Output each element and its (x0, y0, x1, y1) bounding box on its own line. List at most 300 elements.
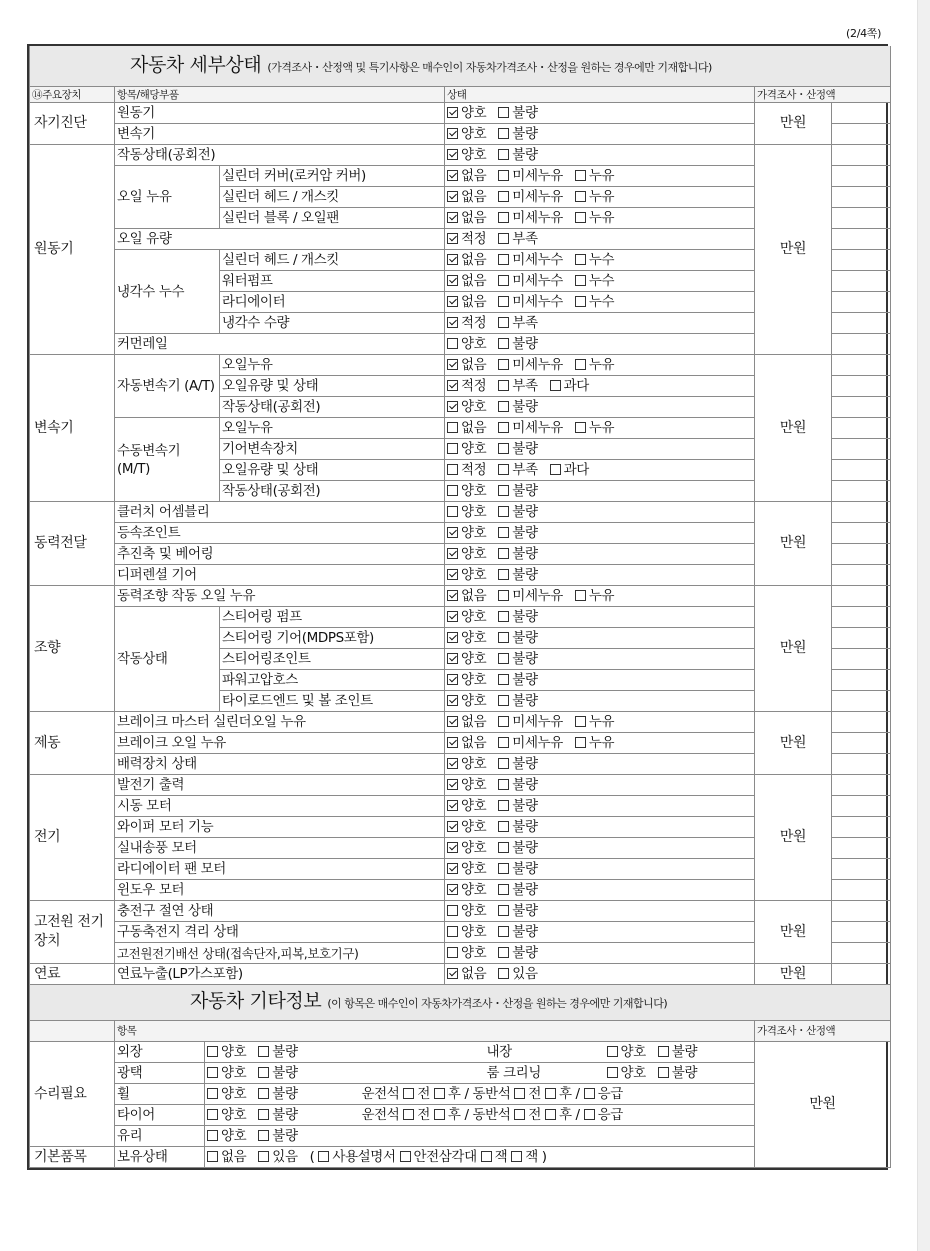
checkbox[interactable] (514, 1088, 525, 1099)
checkbox[interactable] (434, 1109, 445, 1120)
group-mt: 수동변속기 (M/T) (115, 418, 220, 502)
note-cell (832, 964, 891, 985)
checkbox[interactable] (575, 716, 586, 727)
checkbox-checked[interactable] (447, 548, 458, 559)
status-cell: 없음 미세누수 누수 (445, 250, 755, 271)
item-exterior: 외장 (115, 1042, 205, 1063)
note-cell (832, 271, 891, 292)
status-cell: 없음 미세누수 누수 (445, 292, 755, 313)
note-cell (832, 691, 891, 712)
checkbox[interactable] (447, 926, 458, 937)
status-cell: 양호 불량 (445, 103, 755, 124)
checkbox-checked[interactable] (447, 317, 458, 328)
tire-position: 운전석 전 후 / 동반석 전 후 / 응급 (360, 1105, 755, 1126)
price-cell: 만원 (755, 1042, 891, 1168)
checkbox-checked[interactable] (447, 170, 458, 181)
checkbox[interactable] (498, 653, 509, 664)
checkbox-checked[interactable] (447, 800, 458, 811)
note-cell (832, 460, 891, 481)
item-label: 와이퍼 모터 기능 (115, 817, 445, 838)
checkbox[interactable] (498, 401, 509, 412)
item-label: 디퍼렌셜 기어 (115, 565, 445, 586)
note-cell (832, 103, 891, 124)
status-cell: 양호 불량 (445, 439, 755, 460)
status-room-cleaning: 양호 불량 (605, 1063, 755, 1084)
price-cell: 만원 (755, 103, 832, 145)
cat-high-voltage: 고전원 전기장치 (30, 901, 115, 964)
item-label: 오일누유 (220, 355, 445, 376)
checkbox[interactable] (258, 1067, 269, 1078)
status-glass: 양호 불량 (205, 1126, 755, 1147)
item-label: 냉각수 수량 (220, 313, 445, 334)
item-label: 오일유량 및 상태 (220, 376, 445, 397)
item-gloss: 광택 (115, 1063, 205, 1084)
item-label: 브레이크 마스터 실린더오일 누유 (115, 712, 445, 733)
status-cell: 없음 미세누유 누유 (445, 712, 755, 733)
item-label: 실린더 헤드 / 개스킷 (220, 250, 445, 271)
status-cell: 양호 불량 (445, 754, 755, 775)
checkbox[interactable] (207, 1130, 218, 1141)
item-label: 작동상태(공회전) (115, 145, 445, 166)
note-cell (832, 124, 891, 145)
status-cell: 양호 불량 (445, 523, 755, 544)
checkbox-checked[interactable] (447, 275, 458, 286)
status-cell: 양호 불량 (445, 628, 755, 649)
checkbox[interactable] (498, 506, 509, 517)
note-cell (832, 229, 891, 250)
other-title: 자동차 기타정보 (190, 990, 322, 1012)
item-label: 스티어링조인트 (220, 649, 445, 670)
note-cell (832, 922, 891, 943)
note-cell (832, 733, 891, 754)
note-cell (832, 775, 891, 796)
checkbox[interactable] (447, 485, 458, 496)
note-cell (832, 502, 891, 523)
note-cell (832, 292, 891, 313)
status-cell: 양호 불량 (445, 565, 755, 586)
item-tire: 타이어 (115, 1105, 205, 1126)
checkbox[interactable] (498, 737, 509, 748)
note-cell (832, 544, 891, 565)
checkbox[interactable] (207, 1151, 218, 1162)
checkbox-checked[interactable] (447, 296, 458, 307)
checkbox[interactable] (575, 737, 586, 748)
note-cell (832, 334, 891, 355)
checkbox[interactable] (498, 443, 509, 454)
header-price: 가격조사・산정액 (755, 1021, 891, 1042)
status-cell: 양호 불량 (445, 943, 755, 964)
other-info-table (29, 985, 891, 1168)
checkbox[interactable] (258, 1151, 269, 1162)
status-cell: 양호 불량 (445, 670, 755, 691)
status-cell: 적정 부족 (445, 313, 755, 334)
price-cell: 만원 (755, 712, 832, 775)
checkbox-checked[interactable] (447, 863, 458, 874)
checkbox[interactable] (447, 422, 458, 433)
checkbox[interactable] (498, 968, 509, 979)
checkbox[interactable] (498, 863, 509, 874)
note-cell (832, 943, 891, 964)
status-cell: 양호 불량 (445, 334, 755, 355)
price-cell: 만원 (755, 586, 832, 712)
status-cell: 없음 미세누유 누유 (445, 187, 755, 208)
checkbox[interactable] (498, 296, 509, 307)
item-label: 클러치 어셈블리 (115, 502, 445, 523)
checkbox[interactable] (498, 926, 509, 937)
other-banner (30, 985, 891, 1021)
status-cell: 없음 미세누유 누유 (445, 208, 755, 229)
cat-power-transfer: 동력전달 (30, 502, 115, 586)
checkbox[interactable] (575, 191, 586, 202)
checkbox[interactable] (400, 1151, 411, 1162)
checkbox[interactable] (498, 527, 509, 538)
status-cell: 없음 미세누유 누유 (445, 166, 755, 187)
checkbox-checked[interactable] (447, 674, 458, 685)
note-cell (832, 145, 891, 166)
checkbox[interactable] (498, 674, 509, 685)
item-label: 충전구 절연 상태 (115, 901, 445, 922)
status-cell: 양호 불량 (445, 859, 755, 880)
scrollbar[interactable] (917, 0, 930, 1251)
checkbox[interactable] (258, 1109, 269, 1120)
header-device: ⑭주요장치 (30, 87, 115, 103)
item-label: 실내송풍 모터 (115, 838, 445, 859)
checkbox[interactable] (575, 590, 586, 601)
checkbox[interactable] (498, 233, 509, 244)
checkbox[interactable] (498, 191, 509, 202)
checkbox-checked[interactable] (447, 380, 458, 391)
cat-electric: 전기 (30, 775, 115, 901)
status-cell: 양호 불량 (445, 502, 755, 523)
price-cell: 만원 (755, 355, 832, 502)
checkbox[interactable] (575, 359, 586, 370)
checkbox[interactable] (498, 842, 509, 853)
note-cell (832, 859, 891, 880)
item-wheel: 휠 (115, 1084, 205, 1105)
item-label: 스티어링 기어(MDPS포함) (220, 628, 445, 649)
note-cell (832, 376, 891, 397)
note-cell (832, 817, 891, 838)
header-item: 항목/해당부품 (115, 87, 445, 103)
item-label: 연료누출(LP가스포함) (115, 964, 445, 985)
detail-table (29, 46, 891, 985)
status-cell: 양호 불량 (445, 901, 755, 922)
status-cell: 양호 불량 (445, 775, 755, 796)
checkbox[interactable] (607, 1046, 618, 1057)
note-cell (832, 628, 891, 649)
checkbox[interactable] (575, 212, 586, 223)
checkbox[interactable] (658, 1067, 669, 1078)
checkbox-checked[interactable] (447, 632, 458, 643)
item-label: 원동기 (115, 103, 445, 124)
checkbox[interactable] (584, 1088, 595, 1099)
checkbox[interactable] (498, 107, 509, 118)
checkbox[interactable] (207, 1088, 218, 1099)
item-label: 스티어링 펌프 (220, 607, 445, 628)
page-number: (2/4쪽) (846, 27, 882, 40)
checkbox[interactable] (498, 695, 509, 706)
item-label: 타이로드엔드 및 볼 조인트 (220, 691, 445, 712)
item-glass: 유리 (115, 1126, 205, 1147)
item-label: 워터펌프 (220, 271, 445, 292)
item-label: 시동 모터 (115, 796, 445, 817)
checkbox[interactable] (447, 464, 458, 475)
checkbox-checked[interactable] (447, 569, 458, 580)
note-cell (832, 439, 891, 460)
checkbox[interactable] (447, 443, 458, 454)
checkbox-checked[interactable] (447, 401, 458, 412)
checkbox[interactable] (403, 1109, 414, 1120)
note-cell (832, 313, 891, 334)
checkbox[interactable] (498, 254, 509, 265)
checkbox[interactable] (498, 464, 509, 475)
checkbox[interactable] (550, 464, 561, 475)
item-label: 라디에이터 팬 모터 (115, 859, 445, 880)
status-possession: 없음 있음 ( 사용설명서 안전삼각대 잭 잭 ) (205, 1147, 755, 1168)
item-label: 구동축전지 격리 상태 (115, 922, 445, 943)
checkbox-checked[interactable] (447, 716, 458, 727)
checkbox[interactable] (498, 905, 509, 916)
note-cell (832, 523, 891, 544)
status-cell: 양호 불량 (445, 124, 755, 145)
note-cell (832, 397, 891, 418)
checkbox[interactable] (498, 212, 509, 223)
checkbox[interactable] (258, 1130, 269, 1141)
item-label: 실린더 헤드 / 개스킷 (220, 187, 445, 208)
note-cell (832, 649, 891, 670)
checkbox-checked[interactable] (447, 149, 458, 160)
header-item: 항목 (115, 1021, 755, 1042)
cat-repair: 수리필요 (30, 1042, 115, 1147)
status-cell: 양호 불량 (445, 145, 755, 166)
status-cell: 없음 미세누유 누유 (445, 733, 755, 754)
note-cell (832, 754, 891, 775)
checkbox-checked[interactable] (447, 779, 458, 790)
checkbox[interactable] (498, 338, 509, 349)
status-interior: 양호 불량 (605, 1042, 755, 1063)
checkbox[interactable] (498, 758, 509, 769)
checkbox-checked[interactable] (447, 884, 458, 895)
item-label: 동력조향 작동 오일 누유 (115, 586, 445, 607)
checkbox[interactable] (207, 1109, 218, 1120)
checkbox[interactable] (498, 149, 509, 160)
checkbox[interactable] (447, 506, 458, 517)
checkbox[interactable] (403, 1088, 414, 1099)
note-cell (832, 586, 891, 607)
checkbox[interactable] (498, 359, 509, 370)
note-cell (832, 838, 891, 859)
checkbox[interactable] (481, 1151, 492, 1162)
checkbox[interactable] (575, 254, 586, 265)
status-cell: 양호 불량 (445, 796, 755, 817)
checkbox-checked[interactable] (447, 653, 458, 664)
group-oil-leak: 오일 누유 (115, 166, 220, 229)
status-cell: 없음 미세누유 누유 (445, 418, 755, 439)
item-label: 추진축 및 베어링 (115, 544, 445, 565)
checkbox[interactable] (498, 317, 509, 328)
status-gloss: 양호 불량 (205, 1063, 485, 1084)
checkbox[interactable] (498, 779, 509, 790)
cat-fuel: 연료 (30, 964, 115, 985)
checkbox[interactable] (658, 1046, 669, 1057)
status-tire: 양호 불량 (205, 1105, 360, 1126)
item-label: 커먼레일 (115, 334, 445, 355)
checkbox[interactable] (447, 947, 458, 958)
item-label: 배력장치 상태 (115, 754, 445, 775)
item-label: 고전원전기배선 상태(접속단자,피복,보호기구) (115, 943, 445, 964)
item-label: 작동상태(공회전) (220, 481, 445, 502)
detail-subtitle: (가격조사・산정액 및 특기사항은 매수인이 자동차가격조사・산정을 원하는 경우에만 기재합니다) (267, 60, 712, 74)
checkbox[interactable] (575, 422, 586, 433)
item-label: 실린더 커버(로커암 커버) (220, 166, 445, 187)
note-cell (832, 712, 891, 733)
checkbox[interactable] (575, 275, 586, 286)
item-label: 오일유량 및 상태 (220, 460, 445, 481)
status-cell: 양호 불량 (445, 838, 755, 859)
status-cell: 양호 불량 (445, 649, 755, 670)
checkbox[interactable] (498, 716, 509, 727)
item-label: 브레이크 오일 누유 (115, 733, 445, 754)
other-subtitle: (이 항목은 매수인이 자동차가격조사・산정을 원하는 경우에만 기재합니다) (327, 997, 668, 1010)
checkbox-checked[interactable] (447, 527, 458, 538)
item-label: 윈도우 모터 (115, 880, 445, 901)
status-cell: 적정 부족 과다 (445, 376, 755, 397)
checkbox[interactable] (514, 1109, 525, 1120)
checkbox[interactable] (575, 296, 586, 307)
price-cell: 만원 (755, 964, 832, 985)
checkbox[interactable] (498, 632, 509, 643)
item-label: 실린더 블록 / 오일팬 (220, 208, 445, 229)
checkbox[interactable] (545, 1109, 556, 1120)
price-cell: 만원 (755, 502, 832, 586)
status-cell: 양호 불량 (445, 397, 755, 418)
item-label: 발전기 출력 (115, 775, 445, 796)
checkbox-checked[interactable] (447, 191, 458, 202)
checkbox[interactable] (258, 1088, 269, 1099)
cat-self-diag: 자기진단 (30, 103, 115, 145)
checkbox[interactable] (498, 884, 509, 895)
checkbox-checked[interactable] (447, 359, 458, 370)
checkbox-checked[interactable] (447, 212, 458, 223)
note-cell (832, 250, 891, 271)
wheel-position: 운전석 전 후 / 동반석 전 후 / 응급 (360, 1084, 755, 1105)
item-label: 작동상태(공회전) (220, 397, 445, 418)
status-cell: 양호 불량 (445, 880, 755, 901)
checkbox-checked[interactable] (447, 590, 458, 601)
checkbox[interactable] (498, 821, 509, 832)
checkbox[interactable] (511, 1151, 522, 1162)
status-cell: 없음 미세누유 누유 (445, 586, 755, 607)
checkbox-checked[interactable] (447, 737, 458, 748)
header-price: 가격조사・산정액 (755, 87, 891, 103)
note-cell (832, 565, 891, 586)
item-label: 등속조인트 (115, 523, 445, 544)
checkbox-checked[interactable] (447, 821, 458, 832)
checkbox[interactable] (318, 1151, 329, 1162)
item-label: 오일 유량 (115, 229, 445, 250)
checkbox[interactable] (550, 380, 561, 391)
checkbox[interactable] (498, 128, 509, 139)
item-room-cleaning: 룸 크리닝 (485, 1063, 605, 1084)
checkbox[interactable] (258, 1046, 269, 1057)
status-cell: 양호 불량 (445, 481, 755, 502)
status-cell: 양호 불량 (445, 607, 755, 628)
checkbox[interactable] (498, 485, 509, 496)
checkbox-checked[interactable] (447, 611, 458, 622)
cat-basic-items: 기본품목 (30, 1147, 115, 1168)
checkbox[interactable] (498, 548, 509, 559)
checkbox[interactable] (207, 1067, 218, 1078)
checkbox[interactable] (498, 800, 509, 811)
note-cell (832, 418, 891, 439)
checkbox[interactable] (575, 170, 586, 181)
checkbox[interactable] (498, 275, 509, 286)
checkbox-checked[interactable] (447, 128, 458, 139)
checkbox-checked[interactable] (447, 758, 458, 769)
checkbox[interactable] (498, 590, 509, 601)
checkbox-checked[interactable] (447, 695, 458, 706)
checkbox[interactable] (607, 1067, 618, 1078)
price-cell: 만원 (755, 145, 832, 355)
checkbox[interactable] (498, 170, 509, 181)
checkbox-checked[interactable] (447, 107, 458, 118)
checkbox[interactable] (447, 905, 458, 916)
group-at: 자동변속기 (A/T) (115, 355, 220, 418)
header-blank (30, 1021, 115, 1042)
item-label: 오일누유 (220, 418, 445, 439)
note-cell (832, 796, 891, 817)
item-label: 변속기 (115, 124, 445, 145)
checkbox[interactable] (434, 1088, 445, 1099)
checkbox[interactable] (498, 947, 509, 958)
checkbox-checked[interactable] (447, 968, 458, 979)
note-cell (832, 187, 891, 208)
checkbox[interactable] (207, 1046, 218, 1057)
item-possession: 보유상태 (115, 1147, 205, 1168)
checkbox[interactable] (498, 569, 509, 580)
checkbox[interactable] (584, 1109, 595, 1120)
cat-transmission: 변속기 (30, 355, 115, 502)
checkbox-checked[interactable] (447, 842, 458, 853)
note-cell (832, 607, 891, 628)
checkbox[interactable] (498, 422, 509, 433)
price-cell: 만원 (755, 775, 832, 901)
status-cell: 양호 불량 (445, 817, 755, 838)
detail-title: 자동차 세부상태 (130, 53, 262, 76)
checkbox[interactable] (447, 338, 458, 349)
checkbox-checked[interactable] (447, 254, 458, 265)
note-cell (832, 901, 891, 922)
status-cell: 양호 불량 (445, 922, 755, 943)
header-status: 상태 (445, 87, 755, 103)
checkbox[interactable] (498, 611, 509, 622)
checkbox[interactable] (545, 1088, 556, 1099)
detail-banner (30, 46, 891, 87)
status-cell: 적정 부족 (445, 229, 755, 250)
note-cell (832, 481, 891, 502)
status-cell: 적정 부족 과다 (445, 460, 755, 481)
status-cell: 없음 미세누수 누수 (445, 271, 755, 292)
cat-brake: 제동 (30, 712, 115, 775)
item-label: 파워고압호스 (220, 670, 445, 691)
note-cell (832, 670, 891, 691)
status-exterior: 양호 불량 (205, 1042, 485, 1063)
checkbox-checked[interactable] (447, 233, 458, 244)
checkbox[interactable] (498, 380, 509, 391)
cat-engine: 원동기 (30, 145, 115, 355)
status-cell: 양호 불량 (445, 691, 755, 712)
group-coolant: 냉각수 누수 (115, 250, 220, 334)
